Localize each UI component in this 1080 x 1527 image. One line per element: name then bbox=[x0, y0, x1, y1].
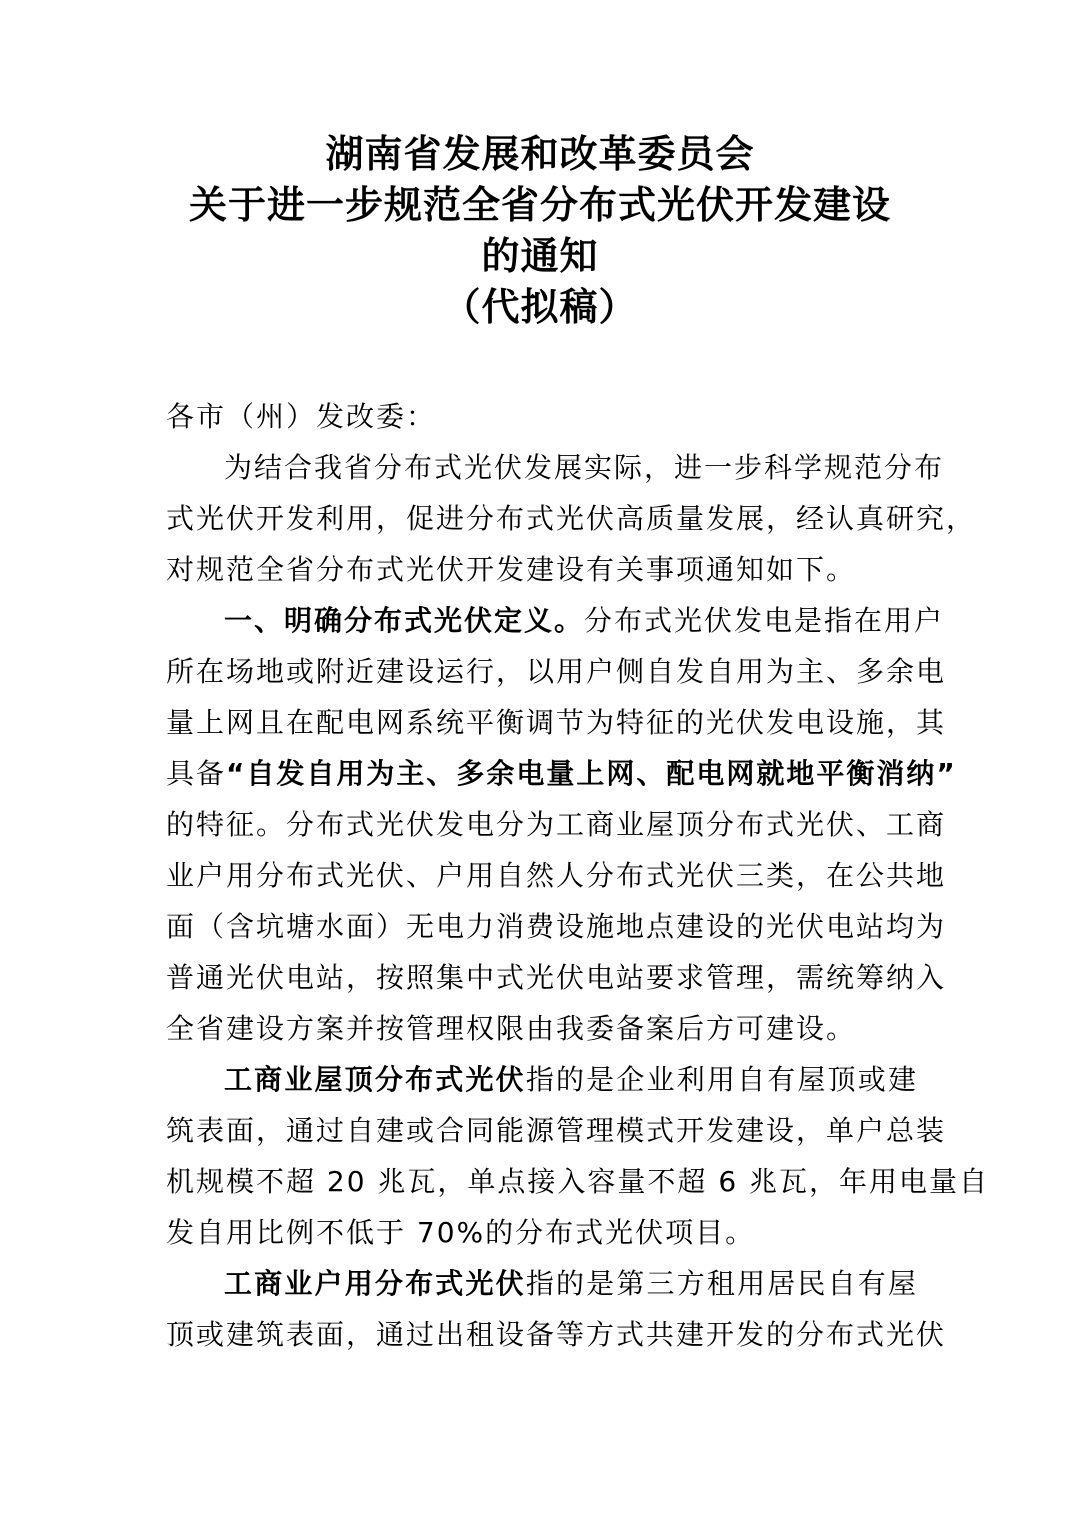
section1-line-1-text: 分布式光伏发电是指在用户 bbox=[584, 604, 945, 637]
rooftop-line-1-text: 指的是企业利用自有屋顶或建 bbox=[525, 1063, 918, 1096]
rooftop-line-4: 发自用比例不低于 70%的分布式光伏项目。 bbox=[166, 1216, 756, 1249]
household-line-1 bbox=[166, 1258, 918, 1309]
intro-line-2: 式光伏开发利用，促进分布式光伏高质量发展，经认真研究， bbox=[166, 502, 977, 535]
section1-line-8: 普通光伏电站，按照集中式光伏电站要求管理，需统筹纳入 bbox=[166, 961, 947, 994]
section1-line-1 bbox=[166, 595, 945, 646]
section1-line-2: 所在场地或附近建设运行，以用户侧自发自用为主、多余电 bbox=[166, 655, 947, 688]
salutation: 各市（州）发改委： bbox=[166, 400, 437, 433]
section1-line-5: 的特征。分布式光伏发电分为工商业屋顶分布式光伏、工商 bbox=[166, 808, 947, 841]
intro-line-3: 对规范全省分布式光伏开发建设有关事项通知如下。 bbox=[166, 553, 857, 586]
section1-line-9: 全省建设方案并按管理权限由我委备案后方可建设。 bbox=[166, 1012, 857, 1045]
title-line-1: 湖南省发展和改革委员会 bbox=[325, 131, 755, 176]
document-body bbox=[166, 391, 990, 1360]
document-title bbox=[0, 128, 1080, 332]
household-heading: 工商业户用分布式光伏 bbox=[224, 1267, 526, 1300]
household-line-2: 顶或建筑表面，通过出租设备等方式共建开发的分布式光伏 bbox=[166, 1318, 947, 1351]
rooftop-line-1 bbox=[166, 1054, 918, 1105]
rooftop-line-3: 机规模不超 20 兆瓦，单点接入容量不超 6 兆瓦，年用电量自 bbox=[166, 1165, 990, 1198]
title-line-3: 的通知 bbox=[481, 233, 599, 278]
section1-heading: 一、明确分布式光伏定义。 bbox=[224, 604, 585, 637]
section1-line-4 bbox=[166, 748, 957, 799]
rooftop-line-2: 筑表面，通过自建或合同能源管理模式开发建设，单户总装 bbox=[166, 1114, 947, 1147]
title-line-4: （代拟稿） bbox=[442, 284, 638, 329]
intro-line-1: 为结合我省分布式光伏发展实际，进一步科学规范分布 bbox=[224, 451, 945, 484]
section1-line-3: 量上网且在配电网系统平衡调节为特征的光伏发电设施，其 bbox=[166, 706, 947, 739]
section1-line-4-pre: 具备 bbox=[166, 757, 227, 790]
section1-line-6: 业户用分布式光伏、户用自然人分布式光伏三类，在公共地 bbox=[166, 859, 947, 892]
section1-feature-quote: “自发自用为主、多余电量上网、配电网就地平衡消纳” bbox=[226, 757, 957, 790]
section1-line-7: 面（含坑塘水面）无电力消费设施地点建设的光伏电站均为 bbox=[166, 910, 947, 943]
title-line-2: 关于进一步规范全省分布式光伏开发建设 bbox=[188, 182, 891, 227]
household-line-1-text: 指的是第三方租用居民自有屋 bbox=[525, 1267, 918, 1300]
rooftop-heading: 工商业屋顶分布式光伏 bbox=[224, 1063, 526, 1096]
